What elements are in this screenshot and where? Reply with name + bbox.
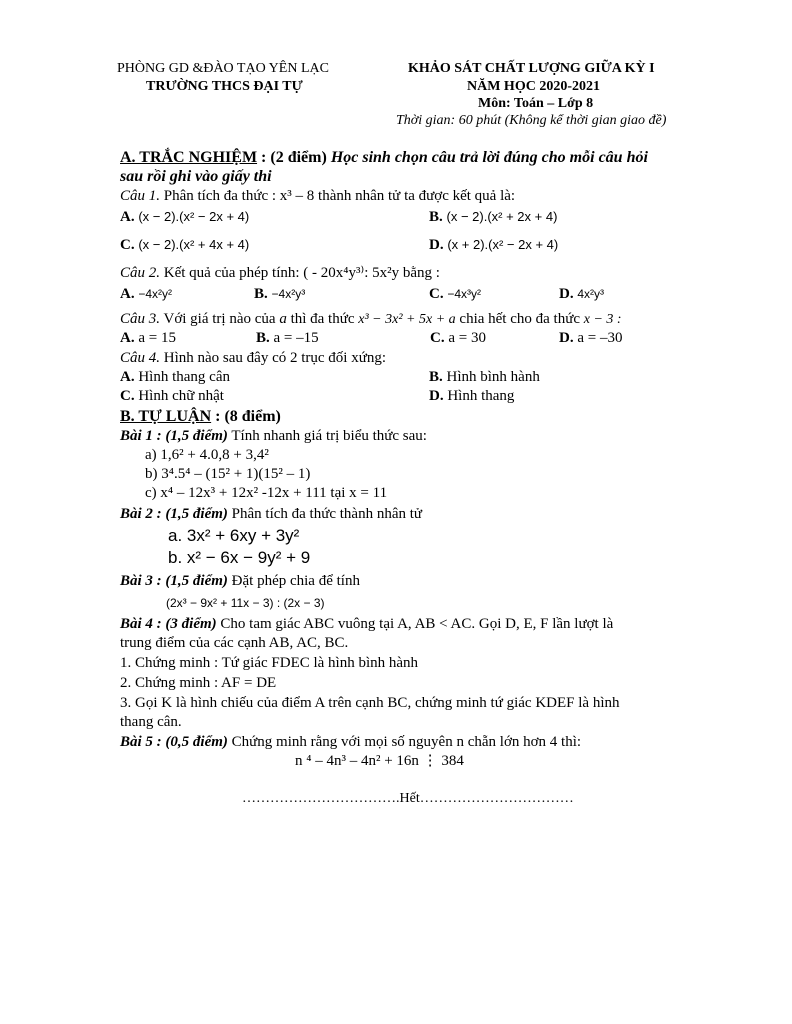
bai-4-text: trung điểm của các cạnh AB, AC, BC. [120, 635, 349, 651]
q1-option-a: A. (x − 2).(x² − 2x + 4) [120, 209, 250, 225]
bai-2-item-b: b. x² − 6x − 9y² + 9 [168, 548, 311, 567]
part-b-points: : (8 điểm) [211, 408, 281, 425]
q3-option-b: B. a = –15 [256, 330, 319, 346]
bai-1-item-b: b) 3⁴.5⁴ – (15² + 1)(15² – 1) [145, 466, 311, 482]
bai-1-item-a: a) 1,6² + 4.0,8 + 3,4² [145, 447, 269, 463]
q4-option-b: B. Hình bình hành [429, 369, 540, 385]
bai-4: Bài 4 : (3 điểm) Cho tam giác ABC vuông tại A, AB < AC. Gọi D, E, F lần lượt là [120, 616, 614, 632]
part-a-instruction: Học sinh chọn câu trả lời đúng cho mỗi câu hỏi [330, 149, 648, 166]
part-a-instruction-2: sau rồi ghi vào giấy thi [120, 168, 272, 185]
q4-option-a: A. Hình thang cân [120, 369, 230, 385]
q3-option-d: D. a = –30 [559, 330, 623, 346]
bai-3-expression: (2x³ − 9x² + 11x − 3) : (2x − 3) [166, 596, 325, 610]
part-a-heading [120, 150, 648, 166]
bai-2-item-a: a. 3x² + 6xy + 3y² [168, 526, 300, 545]
question-text: Phân tích đa thức : x³ – 8 thành nhân tử ta được kết quả là: [160, 188, 516, 204]
part-b-heading [120, 409, 281, 425]
question-4: Câu 4. Hình nào sau đây có 2 trục đối xứng: [120, 350, 387, 366]
question-2: Câu 2. Kết quả của phép tính: ( - 20x⁴y³⁾: 5x²y bằng : [120, 265, 440, 281]
q1-option-d: D. (x + 2).(x² − 2x + 4) [429, 237, 559, 253]
end-marker: …………………………….Hết…………………………… [242, 791, 574, 806]
part-a-points: : (2 điểm) [257, 149, 331, 166]
bai-1-item-c: c) x⁴ – 12x³ + 12x² -12x + 111 tại x = 11 [145, 485, 388, 501]
bai-4-item-2: 2. Chứng minh : AF = DE [120, 675, 277, 691]
time-limit: Thời gian: 60 phút (Không kể thời gian giao đề) [396, 113, 667, 128]
q4-option-d: D. Hình thang [429, 388, 515, 404]
q2-option-d: D. 4x²y³ [559, 286, 605, 302]
q1-option-c: C. (x − 2).(x² + 4x + 4) [120, 237, 250, 253]
question-1 [120, 189, 515, 204]
bai-1: Bài 1 : (1,5 điểm) Tính nhanh giá trị biểu thức sau: [120, 428, 427, 444]
bai-3: Bài 3 : (1,5 điểm) Đặt phép chia để tính [120, 573, 360, 589]
department-name: PHÒNG GD &ĐÀO TẠO YÊN LẠC [117, 61, 329, 76]
subject: Môn: Toán – Lớp 8 [478, 96, 594, 111]
school-name: TRƯỜNG THCS ĐẠI TỰ [146, 79, 303, 94]
question-3: Câu 3. Với giá trị nào của a thì đa thức x³ − 3x² + 5x + a chia hết cho đa thức x − 3 : [120, 311, 622, 327]
exam-title: KHẢO SÁT CHẤT LƯỢNG GIỮA KỲ I [408, 61, 655, 76]
q3-option-c: C. a = 30 [430, 330, 486, 346]
bai-4-item-3: 3. Gọi K là hình chiếu của điểm A trên cạnh BC, chứng minh tứ giác KDEF là hình [120, 695, 620, 711]
part-b-title: B. TỰ LUẬN [120, 408, 212, 425]
part-a-title: A. TRẮC NGHIỆM [120, 149, 258, 166]
school-year: NĂM HỌC 2020-2021 [467, 79, 600, 94]
question-label: Câu 1. [120, 188, 161, 204]
q2-option-c: C. −4x³y² [429, 286, 482, 302]
bai-2: Bài 2 : (1,5 điểm) Phân tích đa thức thành nhân tử [120, 506, 423, 522]
bai-4-item-3-cont: thang cân. [120, 714, 182, 730]
bai-5-expression: n ⁴ – 4n³ – 4n² + 16n ⋮ 384 [295, 753, 464, 769]
q2-option-b: B. −4x²y³ [254, 286, 306, 302]
bai-4-item-1: 1. Chứng minh : Tứ giác FDEC là hình bình hành [120, 655, 419, 671]
q1-option-b: B. (x − 2).(x² + 2x + 4) [429, 209, 558, 225]
q4-option-c: C. Hình chữ nhật [120, 388, 224, 404]
q3-option-a: A. a = 15 [120, 330, 176, 346]
bai-5: Bài 5 : (0,5 điểm) Chứng minh rằng với mọi số nguyên n chẵn lớn hơn 4 thì: [120, 734, 582, 750]
q2-option-a: A. −4x²y² [120, 286, 173, 302]
